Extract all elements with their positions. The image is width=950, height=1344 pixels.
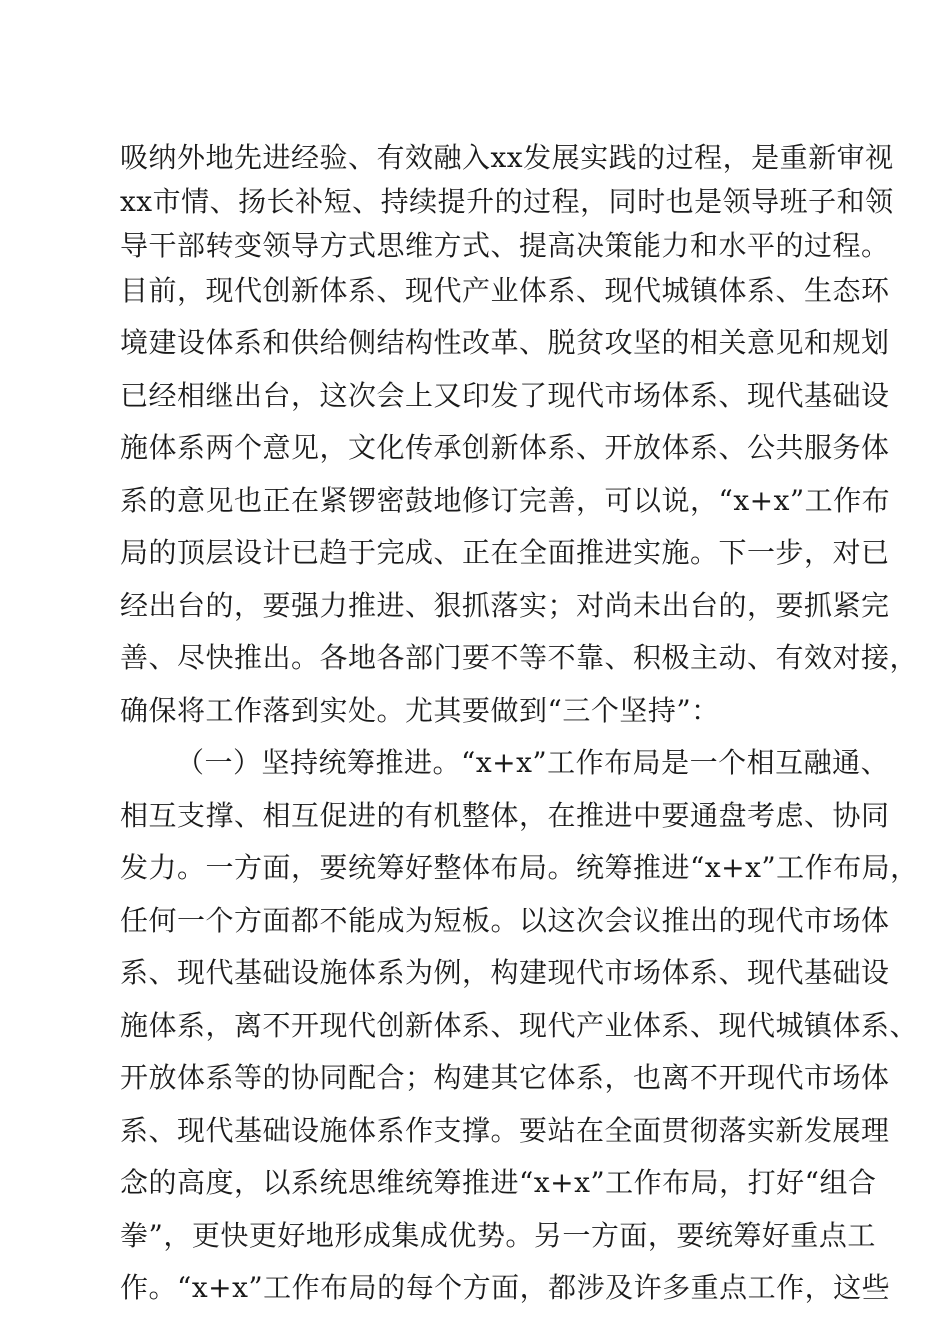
section-heading-line: （一）坚持统筹推进。“x+x”工作布局是一个相互融通、 bbox=[176, 746, 890, 779]
text-line: 吸纳外地先进经验、有效融入xx发展实践的过程，是重新审视 bbox=[120, 141, 894, 174]
text-line: 拳”，更快更好地形成集成优势。另一方面，要统筹好重点工 bbox=[120, 1219, 876, 1252]
text-line: 念的高度，以系统思维统筹推进“x+x”工作布局，打好“组合 bbox=[120, 1166, 877, 1199]
text-line: 目前，现代创新体系、现代产业体系、现代城镇体系、生态环 bbox=[120, 274, 890, 307]
text-line: 境建设体系和供给侧结构性改革、脱贫攻坚的相关意见和规划 bbox=[120, 326, 890, 359]
text-line: 经出台的，要强力推进、狠抓落实；对尚未出台的，要抓紧完 bbox=[120, 589, 890, 622]
text-line: 开放体系等的协同配合；构建其它体系，也离不开现代市场体 bbox=[120, 1061, 890, 1094]
text-line: 系的意见也正在紧锣密鼓地修订完善，可以说，“x+x”工作布 bbox=[120, 484, 891, 517]
text-line: 施体系，离不开现代创新体系、现代产业体系、现代城镇体系、 bbox=[120, 1009, 919, 1042]
text-line: 导干部转变领导方式思维方式、提高决策能力和水平的过程。 bbox=[120, 229, 890, 262]
text-line: 确保将工作落到实处。尤其要做到“三个坚持”： bbox=[120, 694, 720, 727]
text-line: 施体系两个意见，文化传承创新体系、开放体系、公共服务体 bbox=[120, 431, 890, 464]
text-line: 相互支撑、相互促进的有机整体，在推进中要通盘考虑、协同 bbox=[120, 799, 890, 832]
text-line: 局的顶层设计已趋于完成、正在全面推进实施。下一步，对已 bbox=[120, 536, 890, 569]
text-line: 已经相继出台，这次会上又印发了现代市场体系、现代基础设 bbox=[120, 379, 890, 412]
text-line: 系、现代基础设施体系为例，构建现代市场体系、现代基础设 bbox=[120, 956, 890, 989]
text-line: 发力。一方面，要统筹好整体布局。统筹推进“x+x”工作布局， bbox=[120, 851, 919, 884]
text-line: 任何一个方面都不能成为短板。以这次会议推出的现代市场体 bbox=[120, 904, 890, 937]
text-line: xx市情、扬长补短、持续提升的过程，同时也是领导班子和领 bbox=[120, 185, 894, 218]
text-line: 系、现代基础设施体系作支撑。要站在全面贯彻落实新发展理 bbox=[120, 1114, 890, 1147]
text-line: 作。“x+x”工作布局的每个方面，都涉及许多重点工作，这些 bbox=[120, 1271, 891, 1304]
text-line: 善、尽快推出。各地各部门要不等不靠、积极主动、有效对接， bbox=[120, 641, 919, 674]
